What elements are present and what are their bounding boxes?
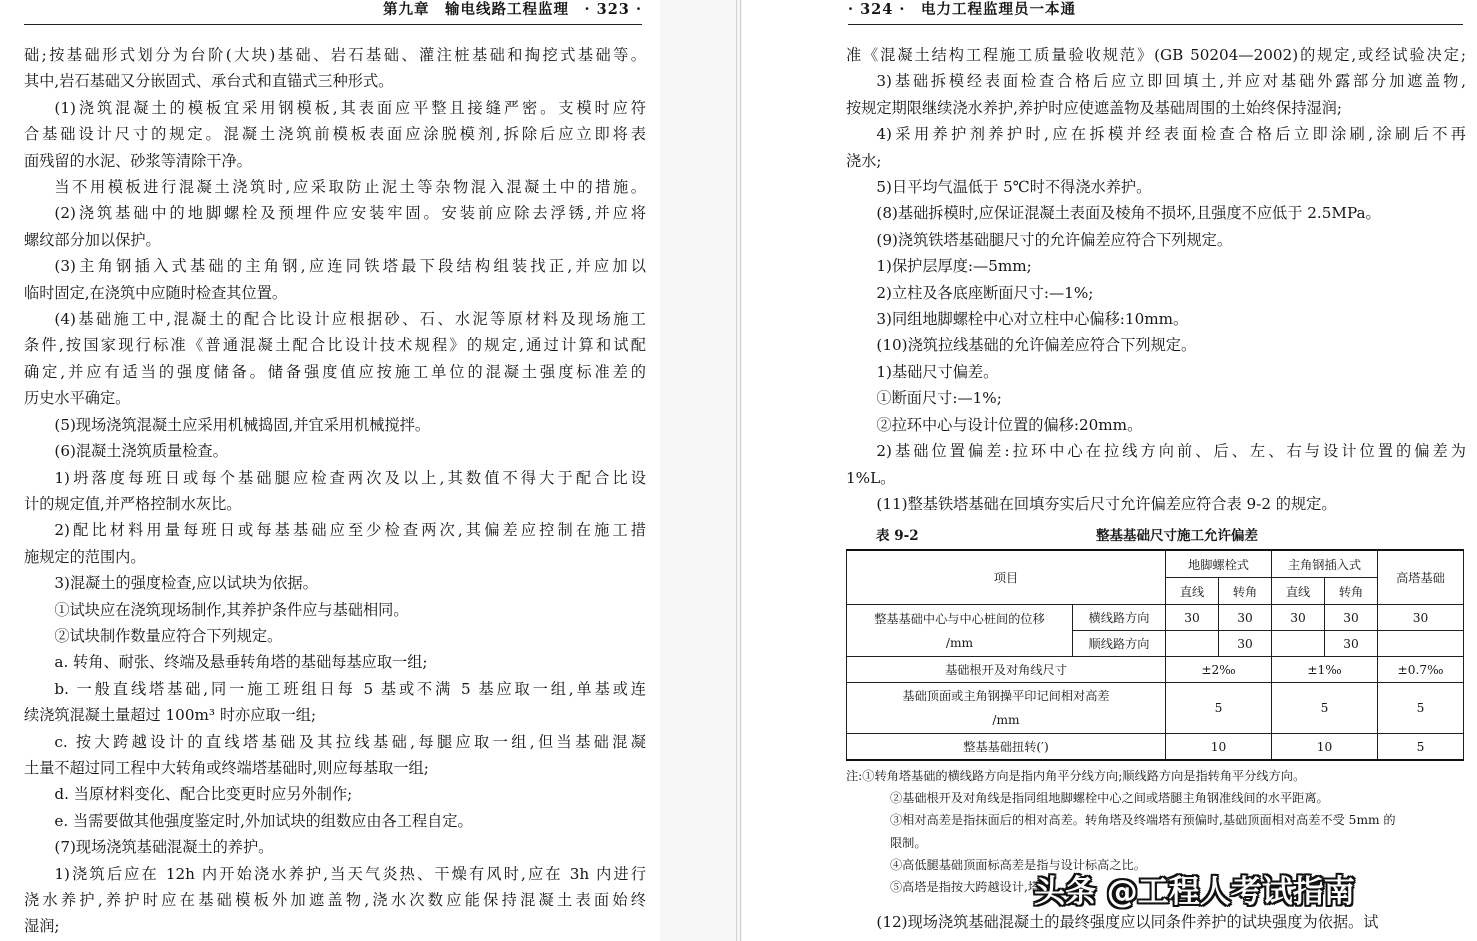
page-edge-right — [740, 0, 741, 941]
table-title: 整基基础尺寸施工允许偏差 — [1096, 528, 1258, 544]
text-line: (4)基础施工中,混凝土的配合比设计应根据砂、石、水泥等原材料及现场施工 — [54, 310, 646, 329]
table-cell: 30 — [1219, 605, 1272, 631]
text-line: 确定,并应有适当的强度储备。储备强度值应按施工单位的混凝土强度标准差的 — [24, 362, 646, 381]
subheader-straight: 直线 — [1272, 578, 1325, 605]
table-number: 表 9-2 — [876, 528, 919, 544]
row-label: 整基基础扭转(′) — [847, 734, 1166, 761]
table-cell — [1272, 631, 1325, 657]
note-line: 注:①转角塔基础的横线路方向是指内角平分线方向;顺线路方向是指转角平分线方向。 — [846, 769, 1306, 783]
text-line: 湿润; — [24, 917, 60, 936]
text-line: (1)浇筑混凝土的模板宜采用钢模板,其表面应平整且接缝严密。支模时应符 — [54, 98, 646, 117]
table-cell — [1378, 631, 1464, 657]
row-sublabel: 顺线路方向 — [1073, 631, 1166, 657]
table-cell: 5 — [1378, 734, 1464, 761]
left-page-header: 第九章 输电线路工程监理 · 323 · — [24, 0, 642, 25]
table-cell: 30 — [1166, 605, 1219, 631]
text-line: 3)基础拆模经表面检查合格后应立即回填土,并应对基础外露部分加遮盖物, — [876, 72, 1466, 91]
text-line: 合基础设计尺寸的规定。混凝土浇筑前模板表面应涂脱模剂,拆除后应立即将表 — [24, 125, 646, 144]
table-row — [847, 683, 1464, 734]
text-line: 施规定的范围内。 — [24, 547, 146, 566]
table-cell: ±1‰ — [1272, 657, 1378, 683]
text-line: 面残留的水泥、砂浆等清除干净。 — [24, 151, 252, 170]
text-line: 其中,岩石基础又分嵌固式、承台式和直锚式三种形式。 — [24, 72, 394, 91]
text-line: 当不用模板进行混凝土浇筑时,应采取防止泥土等杂物混入混凝土中的措施。 — [54, 178, 646, 197]
text-line: (11)整基铁塔基础在回填夯实后尺寸允许偏差应符合表 9-2 的规定。 — [876, 494, 1337, 513]
text-line: (7)现场浇筑基础混凝土的养护。 — [54, 838, 274, 857]
text-line: 2)立柱及各底座断面尺寸:—1%; — [876, 283, 1094, 302]
row-label-text: 基础顶面或主角钢操平印记间相对高差 — [902, 689, 1110, 703]
note-line: ⑤高塔是指按大跨越设计,塔高 — [890, 880, 1053, 895]
text-line: ②拉环中心与设计位置的偏移:20mm。 — [876, 415, 1143, 434]
row-label — [847, 683, 1166, 734]
table-cell: 30 — [1378, 605, 1464, 631]
table-cell: 30 — [1272, 605, 1325, 631]
table-row — [847, 605, 1464, 631]
text-line: ②试块制作数量应符合下列规定。 — [54, 626, 283, 645]
text-line: ①试块应在浇筑现场制作,其养护条件应与基础相同。 — [54, 600, 409, 619]
left-page — [0, 0, 660, 941]
header-main-angle: 主角钢插入式 — [1272, 550, 1378, 578]
table-row — [847, 734, 1464, 761]
header-anchor-bolt: 地脚螺栓式 — [1166, 550, 1272, 578]
note-line: ④高低腿基础顶面标高差是指与设计标高之比。 — [890, 857, 1146, 872]
text-line: ①断面尺寸:—1%; — [876, 389, 1002, 408]
text-line: 1)保护层厚度:—5mm; — [876, 257, 1032, 276]
row-unit: /mm — [992, 713, 1020, 727]
text-line: 续浇筑混凝土量超过 100m³ 时亦应取一组; — [24, 706, 317, 725]
note-line: 限制。 — [890, 835, 927, 850]
tolerance-table — [846, 549, 1464, 761]
text-line: (2)浇筑基础中的地脚螺栓及预埋件应安装牢固。安装前应除去浮锈,并应将 — [54, 204, 646, 223]
subheader-corner: 转角 — [1325, 578, 1378, 605]
text-line: 1)坍落度每班日或每个基础腿应检查两次及以上,其数值不得大于配合比设 — [54, 468, 646, 487]
text-line: (8)基础拆模时,应保证混凝土表面及棱角不损坏,且强度不应低于 2.5MPa。 — [876, 204, 1381, 223]
table-cell: 5 — [1166, 683, 1272, 734]
table-cell: 5 — [1378, 683, 1464, 734]
text-line: 2)基础位置偏差:拉环中心在拉线方向前、后、左、右与设计位置的偏差为 — [876, 442, 1466, 461]
table-cell — [1166, 631, 1219, 657]
text-line: 1%L。 — [846, 468, 896, 487]
text-line: 5)日平均气温低于 5℃时不得浇水养护。 — [876, 178, 1152, 197]
text-line: 浇水; — [846, 151, 882, 170]
right-page-header: · 324 · 电力工程监理员一本通 — [848, 0, 1463, 25]
subheader-corner: 转角 — [1219, 578, 1272, 605]
text-line: 条件,按国家现行标准《普通混凝土配合比设计技术规程》的规定,通过计算和试配 — [24, 336, 646, 355]
text-line: (3)主角钢插入式基础的主角钢,应连同铁塔最下段结构组装找正,并应加以 — [54, 257, 646, 276]
book-gutter — [660, 0, 742, 941]
text-line: 准《混凝土结构工程施工质量验收规范》(GB 50204—2002)的规定,或经试验决定; — [846, 46, 1466, 64]
right-page-body — [846, 42, 1466, 517]
text-line: 3)同组地脚螺栓中心对立柱中心偏移:10mm。 — [876, 310, 1189, 329]
text-line: c. 按大跨越设计的直线塔基础及其拉线基础,每腿应取一组,但当基础混凝 — [54, 732, 646, 751]
note-line: ②基础根开及对角线是指同组地脚螺栓中心之间或塔腿主角钢准线间的水平距离。 — [890, 791, 1329, 806]
text-line: b. 一般直线塔基础,同一施工班组日每 5 基或不满 5 基应取一组,单基或连 — [54, 679, 646, 698]
text-line: (9)浇筑铁塔基础腿尺寸的允许偏差应符合下列规定。 — [876, 230, 1233, 249]
row-sublabel: 横线路方向 — [1073, 605, 1166, 631]
header-high-tower: 高塔基础 — [1378, 550, 1464, 605]
text-line: 计的规定值,并严格控制水灰比。 — [24, 494, 242, 513]
row-label-text: 整基基础中心与中心桩间的位移 — [874, 611, 1045, 626]
text-line: (5)现场浇筑混凝土应采用机械捣固,并宜采用机械搅拌。 — [54, 415, 431, 434]
last-paragraph: (12)现场浇筑基础混凝土的最终强度应以同条件养护的试块强度为依据。试 — [876, 913, 1379, 931]
subheader-straight: 直线 — [1166, 578, 1219, 605]
text-line: (10)浇筑拉线基础的允许偏差应符合下列规定。 — [876, 336, 1197, 355]
table-header-row — [847, 550, 1464, 578]
row-label — [847, 605, 1073, 657]
text-line: a. 转角、耐张、终端及悬垂转角塔的基础每基应取一组; — [54, 653, 428, 672]
text-line: (6)混凝土浇筑质量检查。 — [54, 442, 228, 461]
table-cell: 10 — [1272, 734, 1378, 761]
text-line: d. 当原材料变化、配合比变更时应另外制作; — [54, 785, 353, 804]
table-cell: ±0.7‰ — [1378, 657, 1464, 683]
row-label: 基础根开及对角线尺寸 — [847, 657, 1166, 683]
table-cell: 30 — [1325, 605, 1378, 631]
table-cell: ±2‰ — [1166, 657, 1272, 683]
page-edge-left — [736, 0, 737, 941]
text-line: 4)采用养护剂养护时,应在拆模并经表面检查合格后立即涂刷,涂刷后不再 — [876, 125, 1466, 144]
table-cell: 30 — [1325, 631, 1378, 657]
text-line: 螺纹部分加以保护。 — [24, 230, 161, 249]
text-line: 础;按基础形式划分为台阶(大块)基础、岩石基础、灌注桩基础和掏挖式基础等。 — [24, 46, 646, 64]
table-cell: 30 — [1219, 631, 1272, 657]
header-item: 项目 — [847, 550, 1166, 605]
table-row — [847, 657, 1464, 683]
table-cell: 10 — [1166, 734, 1272, 761]
text-line: 土量不超过同工程中大转角或终端塔基础时,则应每基取一组; — [24, 758, 429, 777]
row-unit: /mm — [945, 635, 974, 650]
left-page-body — [24, 42, 646, 940]
text-line: 按规定期限继续浇水养护,养护时应使遮盖物及基础周围的土始终保持湿润; — [846, 98, 1342, 117]
watermark: 头条 @工程人考试指南 — [1034, 874, 1355, 910]
text-line: 浇水养护,养护时应在基础模板外加遮盖物,浇水次数应能保持混凝土表面始终 — [24, 891, 646, 909]
text-line: 1)浇筑后应在 12h 内开始浇水养护,当天气炎热、干燥有风时,应在 3h 内进行 — [54, 864, 646, 883]
text-line: 3)混凝土的强度检查,应以试块为依据。 — [54, 574, 318, 593]
table-caption — [876, 520, 1466, 544]
text-line: 历史水平确定。 — [24, 389, 131, 408]
text-line: 临时固定,在浇筑中应随时检查其位置。 — [24, 283, 288, 302]
text-line: 1)基础尺寸偏差。 — [876, 362, 999, 381]
text-line: 2)配比材料用量每班日或每基基础应至少检查两次,其偏差应控制在施工措 — [54, 521, 646, 540]
note-line: ③相对高差是指抹面后的相对高差。转角塔及终端塔有预偏时,基础顶面相对高差不受 5mm 的 — [890, 813, 1396, 828]
table-cell: 5 — [1272, 683, 1378, 734]
text-line: e. 当需要做其他强度鉴定时,外加试块的组数应由各工程自定。 — [54, 811, 473, 830]
